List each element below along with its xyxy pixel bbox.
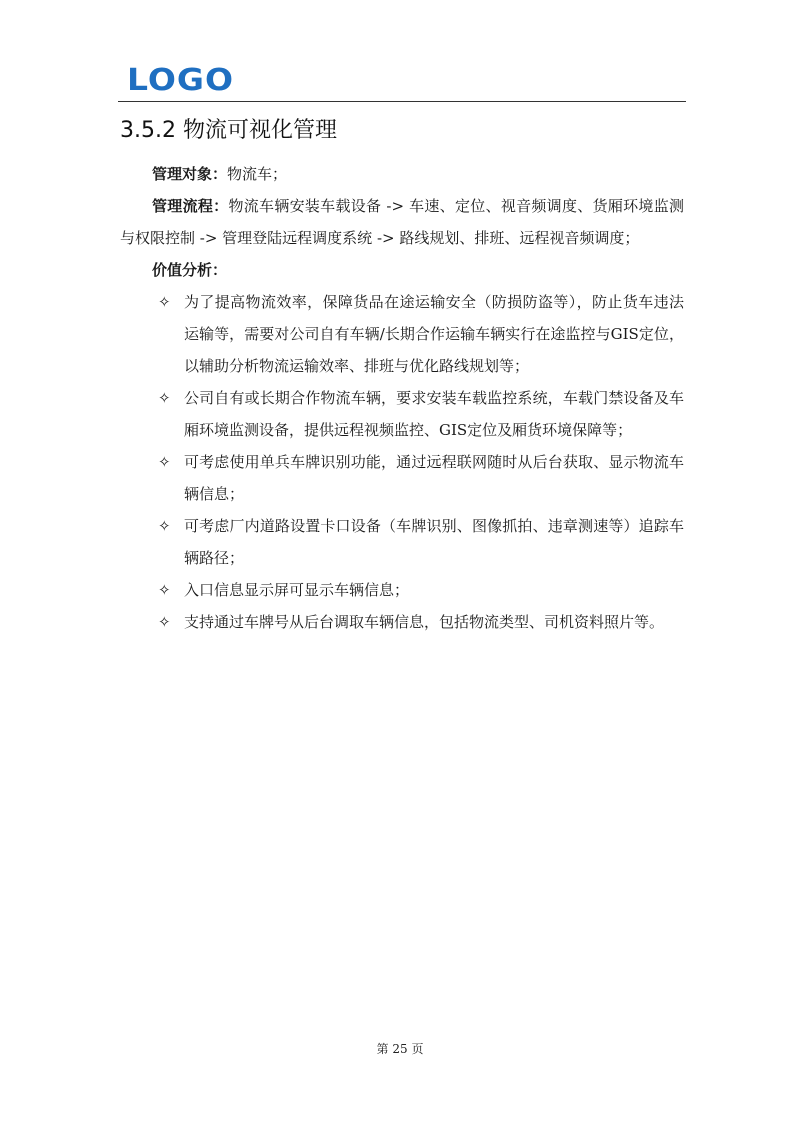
- list-item: [120, 286, 684, 382]
- list-item-text: 可考虑使用单兵车牌识别功能，通过远程联网随时从后台获取、显示物流车辆信息；: [184, 453, 684, 503]
- management-process-text: 物流车辆安装车载设备 -> 车速、定位、视音频调度、货厢环境监测与权限控制 -> 管理登陆远程调度系统 -> 路线规划、排班、远程视音频调度；: [120, 197, 684, 247]
- list-item-text: 公司自有或长期合作物流车辆，要求安装车载监控系统，车载门禁设备及车厢环境监测设备，提供远程视频监控、GIS定位及厢货环境保障等；: [184, 389, 684, 439]
- list-item: [120, 606, 684, 638]
- list-item: [120, 510, 684, 574]
- section-title: 3.5.2 物流可视化管理: [120, 118, 337, 143]
- diamond-bullet-icon: ✧: [158, 293, 171, 311]
- management-process-label: 管理流程：: [152, 197, 229, 215]
- management-process-paragraph: [120, 190, 684, 254]
- list-item-text: 可考虑厂内道路设置卡口设备（车牌识别、图像抓拍、违章测速等）追踪车辆路径；: [184, 517, 684, 567]
- management-object-text: 物流车；: [227, 165, 288, 183]
- list-item-text: 入口信息显示屏可显示车辆信息；: [184, 581, 410, 599]
- value-analysis-list: [120, 286, 684, 638]
- header-divider: [118, 101, 686, 102]
- management-object-label: 管理对象：: [152, 165, 228, 183]
- list-item: [120, 446, 684, 510]
- value-analysis-label: 价值分析：: [152, 261, 228, 279]
- list-item-text: 支持通过车牌号从后台调取车辆信息，包括物流类型、司机资料照片等。: [184, 613, 665, 631]
- diamond-bullet-icon: ✧: [158, 581, 171, 599]
- diamond-bullet-icon: ✧: [158, 389, 171, 407]
- diamond-bullet-icon: ✧: [158, 613, 171, 631]
- page-number: 第 25 页: [376, 1042, 424, 1056]
- value-analysis-paragraph: [120, 254, 684, 286]
- logo: LOGO: [127, 61, 235, 98]
- management-object-paragraph: [120, 158, 684, 190]
- diamond-bullet-icon: ✧: [158, 517, 171, 535]
- list-item-text: 为了提高物流效率，保障货品在途运输安全（防损防盗等），防止货车违法运输等，需要对公司自有车辆/长期合作运输车辆实行在途监控与GIS定位，以辅助分析物流运输效率、排班与优化路线规划等；: [184, 293, 684, 375]
- list-item: [120, 574, 684, 606]
- list-item: [120, 382, 684, 446]
- document-body: [120, 158, 684, 638]
- diamond-bullet-icon: ✧: [158, 453, 171, 471]
